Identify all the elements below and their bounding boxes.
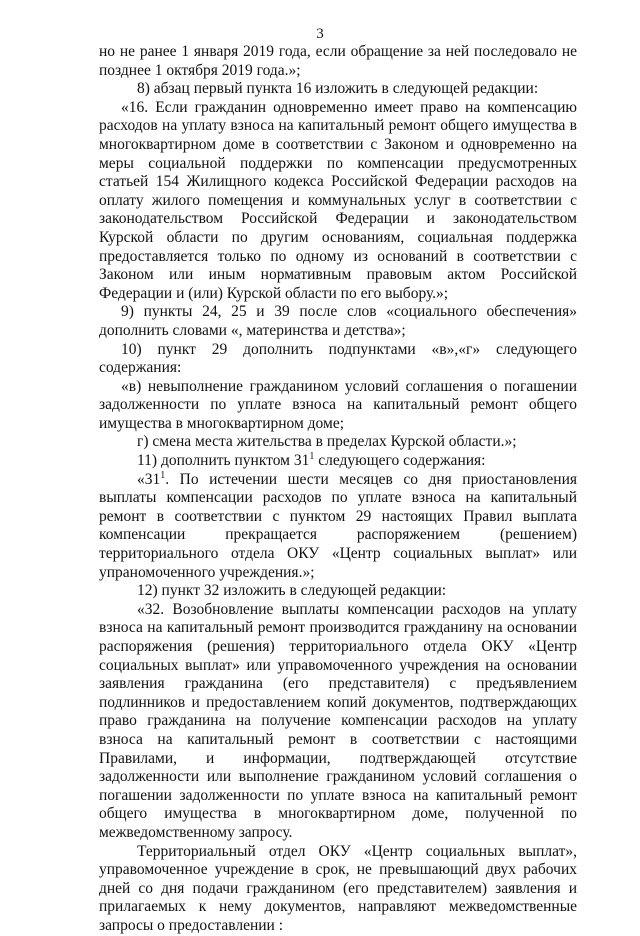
paragraph-point-16: «16. Если гражданин одновременно имеет право на компенсацию расходов на уплату взноса на капитальный ремонт общего имущества в многоквартирном доме в соответствии с Законом и одновременно на меры социальной поддержки по компенсации предусмотренных статьей 154 Жилищного кодекса Российской Федерации расходов на оплату жилого помещения и коммунальных услуг в соответствии с законодательством Российской Федерации и законодательством Курской области по другим основаниям, социальная поддержка предоставляется только по одному из оснований в соответствии с Законом или иным нормативным правовым актом Российской Федерации и (или) Курской области по его выбору.»; [99,98,577,302]
paragraph-point-31-1 [99,471,577,583]
paragraph-point-32: «32. Возобновление выплаты компенсации расходов на уплату взноса на капитальный ремонт производится гражданину на основании распоряжения (решения) территориального отдела ОКУ «Центр социальных выплат» или управомоченного учреждения на основании заявления гражданина (его представителя) с предъявлением подлинников и предоставлением копий документов, подтверждающих право гражданина на получение компенсации расходов на уплату взноса на капитальный ремонт в соответствии с настоящими Правилами, и информации, подтверждающей отсутствие задолженности или выполнение гражданином условий соглашения о погашении задолженности по уплате взноса на капитальный ремонт общего имущества в многоквартирном доме, полученной по межведомственному запросу. [99,600,577,841]
paragraph-subpoint-g: г) смена места жительства в пределах Курской области.»; [137,433,517,451]
paragraph-item-12: 12) пункт 32 изложить в следующей редакции: [137,582,447,600]
paragraph-territorial-office: Территориальный отдел ОКУ «Центр социальных выплат», управомоченное учреждение в срок, не превышающий двух рабочих дней со дня подачи гражданином (его представителем) заявления и прилагаемых к нему документов, направляют межведомственные запросы о предоставлении : [99,842,577,934]
paragraph-subpoint-v: «в) невыполнение гражданином условий соглашения о погашении задолженности по уплате взноса на капитальный ремонт общего имущества в многоквартирном доме; [99,377,577,432]
point-31-superscript: 1 [160,469,166,481]
paragraph-item-9: 9) пункты 24, 25 и 39 после слов «социального обеспечения» дополнить словами «, материнства и детства»; [99,303,577,339]
point-31-text: . По истечении шести месяцев со дня приостановления выплаты компенсации расходов по уплате взноса на капитальный ремонт в соответствии с пунктом 29 настоящих Правил выплата компенсации прекращается распоряжением (решением) территориального отдела ОКУ «Центр социальных выплат» или упраномоченного учреждения.»; [99,470,577,581]
item-11-superscript: 1 [309,450,315,462]
item-11-text: 11) дополнить пунктом 31 [137,452,310,470]
paragraph-continuation: но не ранее 1 января 2019 года, если обращение за ней последовало не позднее 1 октября 2019 года.»; [99,43,577,79]
item-11-text-end: следующего содержания: [314,452,486,470]
document-body [99,43,577,936]
point-31-prefix: «31 [137,470,161,488]
paragraph-item-11 [99,452,577,471]
paragraph-item-10: 10) пункт 29 дополнить подпунктами «в»,«г» следующего содержания: [99,340,577,377]
page-number: 3 [316,26,324,42]
paragraph-item-8: 8) абзац первый пункта 16 изложить в следующей редакции: [137,80,539,98]
